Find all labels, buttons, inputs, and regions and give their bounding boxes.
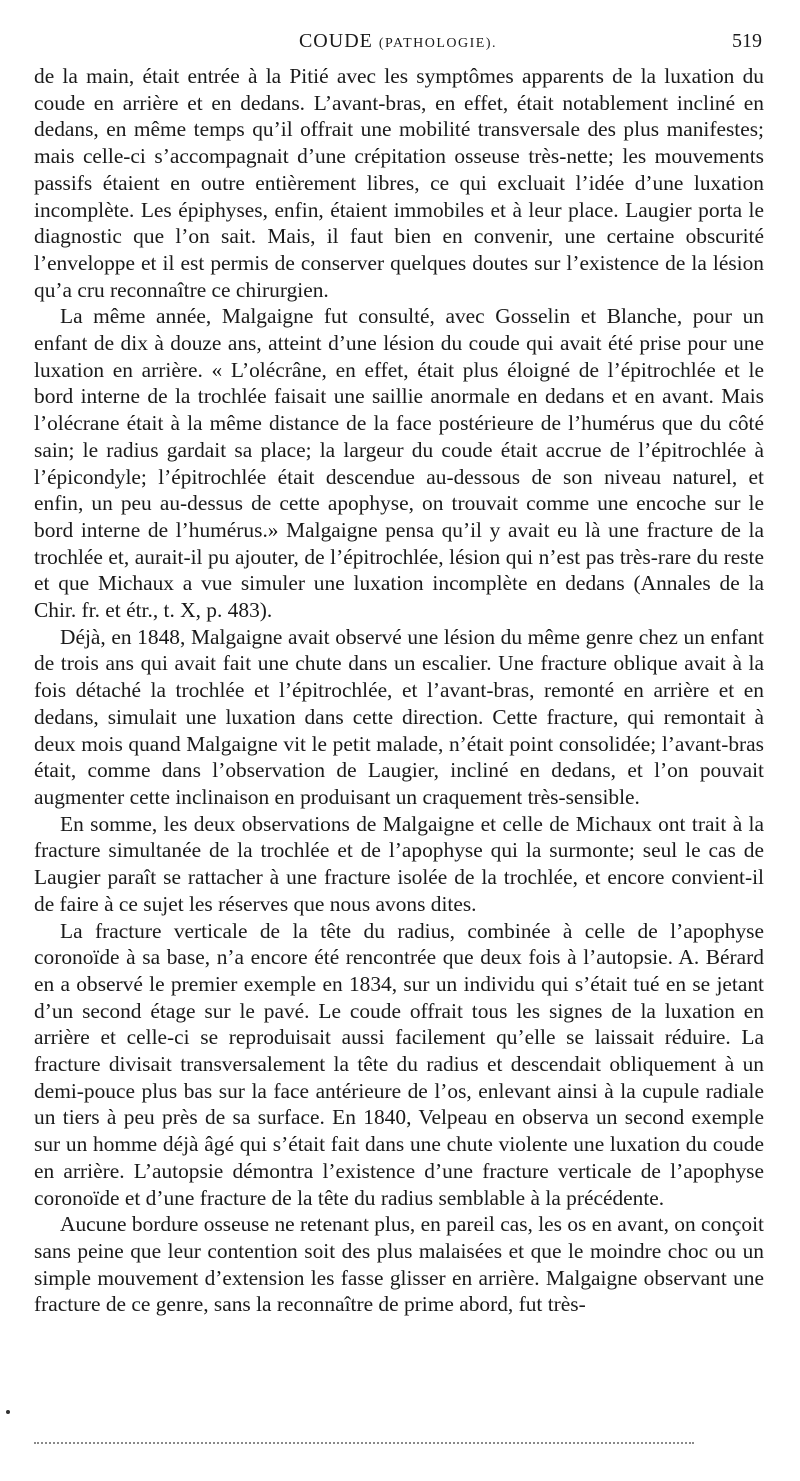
paragraph-1: de la main, était entrée à la Pitié avec les symptômes apparents de la luxation du coude en arrière et en dedans. L’avant-bras, en effet, était notablement incliné en dedans, en même temps qu’il offrait une mobilité transversale des plus manifestes; mais celle-ci s’accompagnait d’une crépitation osseuse très-nette; les mouvements passifs étaient en outre entièrement libres, ce qui excluait l’idée d’une luxation incomplète. Les épiphyses, enfin, étaient immobiles et à leur place. Laugier porta le diagnostic que l’on sait. Mais, il faut bien en convenir, une certaine obscurité l’enveloppe et il est permis de conserver quelques doutes sur l’existence de la lésion qu’a cru reconnaître ce chirurgien. [34,64,764,302]
header-subtitle: (PATHOLOGIE). [378,36,498,51]
running-title [34,30,762,53]
header-title: COUDE [298,30,373,52]
page-number: 519 [732,30,762,52]
paragraph-5: La fracture verticale de la tête du radius, combinée à celle de l’apophyse coronoïde à sa base, n’a encore été rencontrée que deux fois à l’autopsie. A. Bérard en a observé le premier exemple en 1834, sur un individu qui s’était tué en se jetant d’un second étage sur le pavé. Le coude offrait tous les signes de la luxation en arrière et celle-ci se reproduisait aussi facilement qu’elle se laissait réduire. La fracture divisait transversalement la tête du radius et descendait obliquement à un demi-pouce plus bas sur la face antérieure de l’os, enlevant ainsi à la cupule radiale un tiers à peu près de sa surface. En 1840, Velpeau en observa un second exemple sur un homme déjà âgé qui s’était fait dans une chute violente une luxation du coude en arrière. L’autopsie démontra l’existence d’une fracture verticale de l’apophyse coronoïde et d’une fracture de la tête du radius semblable à la précédente. [34,918,764,1210]
paragraph-2: La même année, Malgaigne fut consulté, avec Gosselin et Blanche, pour un enfant de dix à douze ans, atteint d’une lésion du coude qui avait été prise pour une luxation en arrière. « L’olécrâne, en effet, était plus éloigné de l’épitrochlée et le bord interne de la trochlée faisait une saillie anormale en dedans et en avant. Mais l’olécrane était à la même distance de la face postérieure de l’humérus que du côté sain; le radius gardait sa place; la largeur du coude était accrue de l’épitrochlée à l’épicondyle; l’épitrochlée était descendue au-dessous de son niveau naturel, et enfin, un peu au-dessus de cette apophyse, on trouvait comme une encoche sur le bord interne de l’humérus.» Malgaigne pensa qu’il y avait eu là une fracture de la trochlée et, aurait-il pu ajouter, de l’épitrochlée, lésion qui n’est pas très-rare du reste et que Michaux a vue simuler une luxation incomplète en dedans (Annales de la Chir. fr. et étr., t. X, p. 483). [34,304,764,623]
body-text [34,63,764,1318]
paragraph-6: Aucune bordure osseuse ne retenant plus, en pareil cas, les os en avant, on conçoit sans peine que leur contention soit des plus malaisées et que le moindre choc ou un simple mouvement d’extension les fasse glisser en arrière. Malgaigne observant une fracture de ce genre, sans la reconnaître de prime abord, fut très- [34,1212,764,1317]
margin-speck [6,1410,10,1414]
footer-dotted-rule [34,1442,694,1444]
running-header [34,30,762,60]
paragraph-3: Déjà, en 1848, Malgaigne avait observé une lésion du même genre chez un enfant de trois ans qui avait fait une chute dans un escalier. Une fracture oblique avait à la fois détaché la trochlée et l’épitrochlée, et l’avant-bras, remonté en arrière et en dedans, simulait une luxation dans cette direction. Cette fracture, qui remontait à deux mois quand Malgaigne vit le petit malade, n’était point consolidée; l’avant-bras était, comme dans l’observation de Laugier, incliné en dedans, et l’on pouvait augmenter cette inclinaison en produisant un craquement très-sensible. [34,624,764,809]
paragraph-4: En somme, les deux observations de Malgaigne et celle de Michaux ont trait à la fracture simultanée de la trochlée et de l’apophyse qui la surmonte; seul le cas de Laugier paraît se rattacher à une fracture isolée de la trochlée, et encore convient-il de faire à ce sujet les réserves que nous avons dites. [34,811,764,916]
